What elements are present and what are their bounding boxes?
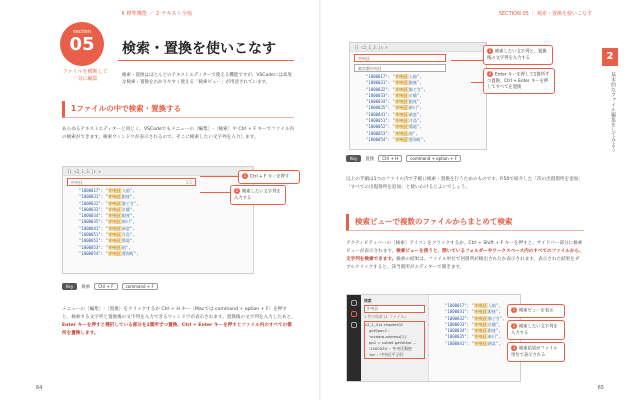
code-line: "1000032": "中央区勝どき", bbox=[445, 315, 505, 321]
panel-result: 1 件の結果 (1 ファイル) bbox=[364, 314, 406, 319]
code-line: "1000033": "中央区京橋", bbox=[445, 321, 501, 327]
callout-number: 2 bbox=[512, 323, 516, 328]
editor-screenshot bbox=[349, 42, 487, 150]
code-line: "1000031": "中央区銀座", bbox=[445, 309, 501, 315]
section-label: section bbox=[72, 29, 91, 35]
result-file: c2_1_3.js chapter02 bbox=[365, 322, 404, 327]
match-highlight: 中央区 bbox=[395, 99, 408, 105]
code-line: "1000034": "中央区銀座", bbox=[79, 213, 135, 219]
code-lines bbox=[350, 74, 486, 143]
chapter-tab: 2 bbox=[602, 48, 618, 66]
result-item[interactable]: '1000034' : '中央区銀座' bbox=[369, 346, 413, 351]
activity-bar bbox=[347, 295, 361, 381]
match-highlight: 中央区 bbox=[474, 315, 487, 321]
code-line: "1000033": "中央区京橋", bbox=[79, 206, 135, 212]
code-line: "1000051": "中央区月島", bbox=[366, 118, 422, 124]
callout-number: 2 bbox=[488, 71, 492, 76]
panel-query: 中央区 bbox=[364, 305, 425, 313]
code-line: "1000031": "中央区銀座", bbox=[79, 194, 135, 200]
code-line: "1000034": "中央区銀座", bbox=[366, 99, 422, 105]
body-paragraph bbox=[62, 306, 296, 338]
body-paragraph bbox=[346, 240, 584, 272]
match-highlight: 中央区 bbox=[395, 105, 408, 111]
result-items bbox=[365, 328, 424, 358]
callout bbox=[507, 320, 565, 340]
match-highlight: 中央区 bbox=[395, 80, 408, 86]
find-value: 中央区 bbox=[358, 56, 370, 61]
match-highlight: 中央区 bbox=[395, 92, 408, 98]
code-line: "1000031": "中央区銀座", bbox=[366, 80, 422, 86]
left-page bbox=[0, 0, 319, 400]
editor-tab: {} c2_1_3.js × bbox=[63, 167, 253, 176]
code-line: "1000032": "中央区勝どき", bbox=[79, 200, 139, 206]
callout-number: 1 bbox=[243, 173, 247, 178]
find-value: 中央区 bbox=[71, 180, 83, 185]
leader-line bbox=[451, 60, 485, 61]
code-line: "1000034": "中央区銀座", bbox=[445, 328, 501, 334]
match-highlight: 中央区 bbox=[395, 86, 408, 92]
callout-text: Ctrl + F キーを押す bbox=[250, 174, 290, 180]
match-highlight: 中央区 bbox=[474, 303, 487, 308]
replace-value: 東京都中央区 bbox=[358, 66, 382, 71]
section-number: 05 bbox=[69, 34, 95, 55]
match-highlight: 中央区 bbox=[108, 194, 121, 200]
match-highlight: 中央区 bbox=[108, 244, 121, 250]
callout-number: 3 bbox=[512, 345, 516, 350]
body-paragraph: あらゆるテキストエディターと同じく、VSCodeでもメニューの［編集］-［検索］や Ctrl + F キーでファイル内の検索ができます。検索ウィンドウが表示されるので、そこに検索したい文字列を入力します。 bbox=[62, 127, 295, 140]
section-heading: 1ファイルの中で検索・置換する bbox=[62, 101, 294, 118]
result-item[interactable]: 'ex' : '中央区平王町' bbox=[369, 352, 405, 357]
match-highlight: 中央区 bbox=[108, 188, 121, 193]
match-highlight: 中央区 bbox=[474, 328, 487, 334]
code-line: "1000052": "中央区築地", bbox=[366, 124, 422, 130]
shortcut-bar bbox=[62, 283, 158, 290]
match-highlight: 中央区 bbox=[474, 321, 487, 327]
code-line: "1000054": "中央区豊海町", bbox=[79, 250, 139, 256]
find-input bbox=[67, 178, 196, 186]
find-input bbox=[354, 54, 446, 62]
body-text: メニューの［編集］-［置換］をクリックするか Ctrl + H キー（Macでは command + option + F）を押すと、検索する文字列と置換後の文字列を入力できるウィンドウが表示されます。置換後の文字列を入力したあと、 bbox=[62, 307, 296, 320]
match-count: 1/1 bbox=[185, 180, 193, 185]
match-highlight: 中央区 bbox=[395, 136, 408, 142]
match-highlight: 中央区 bbox=[474, 340, 487, 346]
leader-line bbox=[471, 82, 483, 83]
callout bbox=[483, 45, 553, 65]
callout-number: 1 bbox=[512, 307, 516, 312]
running-header: Ⅱ 標準機能 ／ 2 テキスト全般 bbox=[122, 11, 193, 17]
git-icon bbox=[351, 322, 357, 328]
shortcut-mac: command + option + F bbox=[406, 155, 461, 162]
search-panel bbox=[361, 295, 429, 381]
running-header: SECTION 05 ｜ 検索・置換を使いこなす bbox=[498, 11, 592, 17]
intro-text: 検索・置換はほとんどのテキストエディターで使える機能ですが、VSCodeには高度な検索・置換をわかりやすく使える「検索ビュー」が用意されています。 bbox=[122, 73, 292, 85]
page-number: 64 bbox=[36, 385, 43, 391]
code-lines bbox=[63, 188, 253, 257]
panel-title: 検索 bbox=[364, 298, 372, 303]
editor-tab: {} c2_1_3.js × bbox=[350, 43, 486, 52]
code-line: "1000041": "中央区新富", bbox=[445, 340, 501, 346]
callout-text: Enter キーを押して1箇所ずつ置換、Ctrl + Enter キーを押してすべてを置換 bbox=[487, 72, 550, 90]
replace-input bbox=[354, 64, 446, 72]
code-line: "1000017": "中央区入船", bbox=[79, 188, 135, 193]
match-highlight: 中央区 bbox=[395, 111, 408, 117]
match-highlight: 中央区 bbox=[474, 309, 487, 315]
search-view-screenshot bbox=[346, 294, 521, 382]
search-icon bbox=[351, 311, 357, 317]
result-item[interactable]: pp2 = sublet.getValue ... bbox=[369, 340, 417, 345]
code-line: "1000035": "中央区新川", bbox=[366, 105, 422, 111]
match-highlight: 中央区 bbox=[395, 118, 408, 124]
match-highlight: 中央区 bbox=[108, 200, 121, 206]
key-tag: Key bbox=[346, 155, 361, 162]
body-text: 検索の結果は、ファイル単位で何箇所が検出されたか表示されます。表示された結果をダブルクリックすると、該当箇所がエディターで開きます。 bbox=[346, 257, 580, 270]
shortcut-mac: command + F bbox=[122, 283, 158, 290]
shortcut-label: 置換 bbox=[365, 156, 375, 162]
explorer-icon bbox=[351, 300, 357, 306]
code-line: "1000052": "中央区築地", bbox=[79, 238, 135, 244]
match-highlight: 中央区 bbox=[108, 232, 121, 238]
callout bbox=[483, 68, 555, 94]
code-line: "1000032": "中央区勝どき", bbox=[366, 86, 426, 92]
callout bbox=[230, 185, 286, 205]
code-line: "1000017": "中央区入船", bbox=[366, 74, 422, 79]
callout bbox=[238, 170, 300, 184]
match-highlight: 中央区 bbox=[474, 334, 487, 340]
page-title: 検索・置換を使いこなす bbox=[122, 41, 276, 57]
code-line: "1000054": "中央区豊海町", bbox=[366, 136, 426, 142]
section-caption: ファイルを横断して一気に編集 bbox=[62, 69, 108, 82]
callout-text: 検索したい文字列と、置換後の文字列を入力する bbox=[487, 49, 547, 61]
result-list bbox=[364, 321, 425, 359]
shortcut-bar bbox=[346, 155, 461, 162]
code-line: "1000035": "中央区新川", bbox=[445, 334, 501, 340]
match-highlight: 中央区 bbox=[108, 206, 121, 212]
body-emphasis: Enter キーを押すと選択している部分を1箇所ずつ置換、Ctrl + Enter キーを押すとファイル内のすべての箇所を置換します。 bbox=[62, 323, 292, 336]
key-tag: Key bbox=[62, 283, 77, 290]
page-number: 65 bbox=[597, 385, 604, 391]
body-emphasis: 検索ビューを使うと、開いているフォルダーやワークスペース内のすべてのファイルから、文字列を検索できます。 bbox=[346, 249, 584, 262]
body-paragraph: 以上の手順は1つのファイル内で手軽に検索・置換を行うためのものです。P.50で紹介した「次の出現箇所を追加」「すべての出現箇所を追加」と使いわけるとよいでしょう。 bbox=[346, 177, 583, 190]
callout-text: 検索結果がファイル単位で表示される bbox=[511, 346, 558, 358]
code-line: "1000053": "中央区佃", bbox=[79, 244, 131, 250]
code-line: "1000017": "中央区入船", bbox=[445, 303, 501, 308]
match-highlight: 中央区 bbox=[108, 238, 121, 244]
callout bbox=[507, 342, 565, 362]
code-line: "1000051": "中央区月島", bbox=[79, 232, 135, 238]
code-line: "1000035": "中央区新川", bbox=[79, 219, 135, 225]
callout-number: 2 bbox=[235, 188, 239, 193]
section-badge bbox=[60, 22, 104, 66]
result-item[interactable]: getSpec2 : 'srcdata.address[1]' bbox=[369, 328, 407, 339]
shortcut-win: Ctrl + F bbox=[94, 283, 117, 290]
match-highlight: 中央区 bbox=[108, 219, 121, 225]
body-text: アクティビティバーの［検索］アイコンをクリックするか、Ctrl + Shift + F キーを押すと、サイドバー部分に検索ビューが表示されます。 bbox=[346, 241, 583, 254]
chapter-tab-text: 基本的なファイル編集をしてみよう bbox=[610, 72, 616, 152]
code-line: "1000041": "中央区新富", bbox=[366, 111, 422, 117]
callout bbox=[507, 304, 565, 318]
match-highlight: 中央区 bbox=[395, 124, 408, 130]
right-page bbox=[321, 0, 640, 400]
callout-text: 検索したい文字列を入力する bbox=[234, 189, 281, 201]
leader-line bbox=[200, 192, 230, 193]
callout-number: 1 bbox=[488, 48, 492, 53]
callout-text: 検索したい文字列を入力する bbox=[511, 324, 558, 336]
code-line: "1000041": "中央区新富", bbox=[79, 225, 135, 231]
callout-text: 検索ビューを表示 bbox=[519, 308, 554, 314]
match-highlight: 中央区 bbox=[395, 130, 408, 136]
shortcut-win: Ctrl + H bbox=[378, 155, 402, 162]
section-heading: 検索ビューで複数のファイルからまとめて検索 bbox=[346, 214, 584, 231]
code-line: "1000053": "中央区佃", bbox=[366, 130, 418, 136]
shortcut-label: 検索 bbox=[81, 284, 91, 290]
match-highlight: 中央区 bbox=[108, 213, 121, 219]
match-highlight: 中央区 bbox=[108, 250, 121, 256]
match-highlight: 中央区 bbox=[395, 74, 408, 79]
leader-line bbox=[200, 176, 240, 177]
editor-screenshot bbox=[62, 166, 254, 274]
code-line: "1000033": "中央区京橋", bbox=[366, 92, 422, 98]
title-rule bbox=[118, 60, 294, 61]
match-highlight: 中央区 bbox=[108, 225, 121, 231]
